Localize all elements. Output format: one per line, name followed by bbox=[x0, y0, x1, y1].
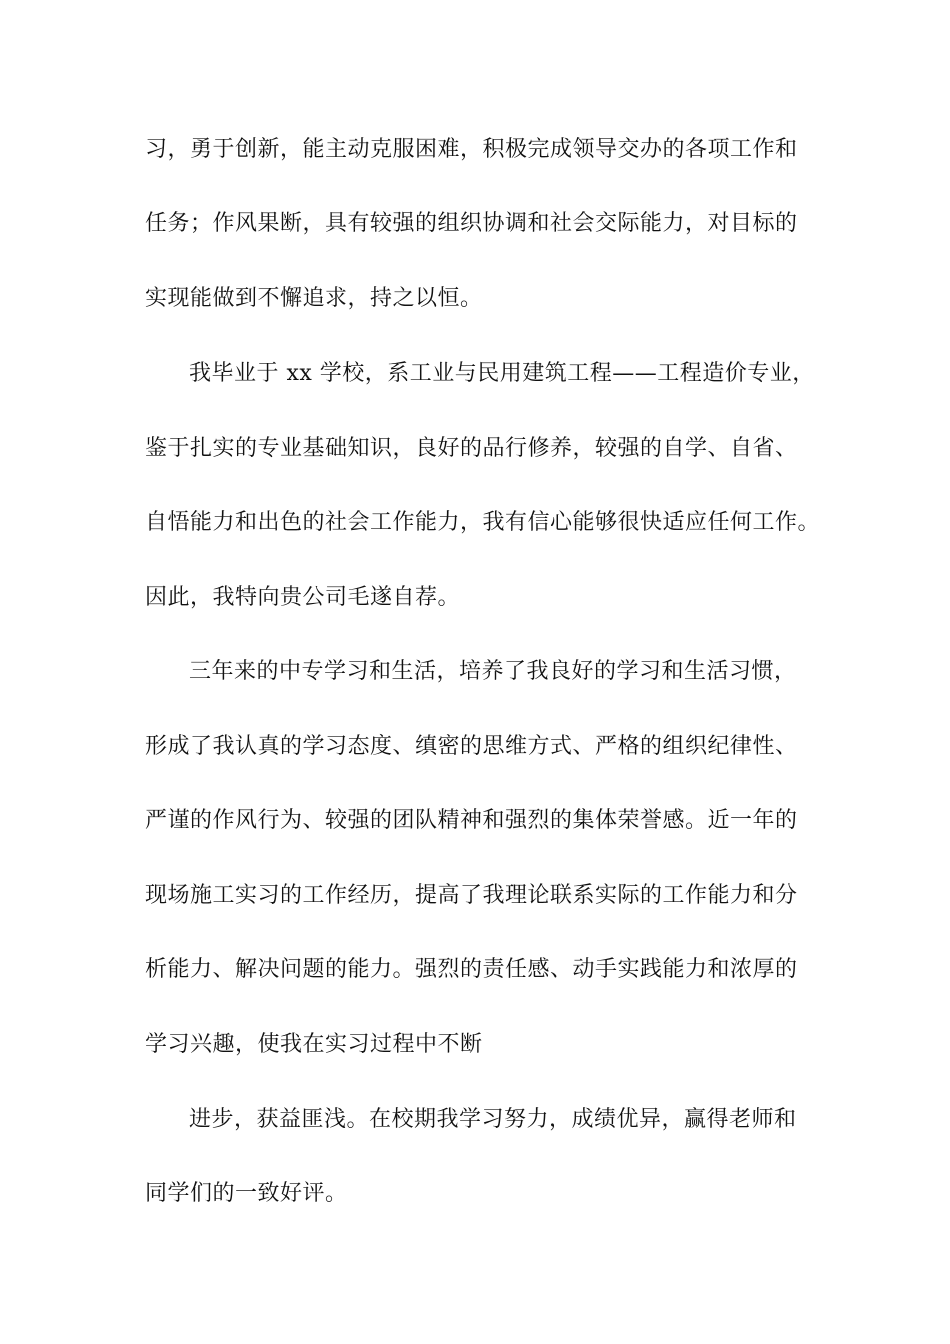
paragraph-line: 自悟能力和出色的社会工作能力，我有信心能够很快适应任何工作。 bbox=[145, 510, 821, 535]
paragraph-line: 形成了我认真的学习态度、缜密的思维方式、严格的组织纪律性、 bbox=[145, 734, 798, 759]
paragraph-line: 学习兴趣，使我在实习过程中不断 bbox=[145, 1032, 483, 1057]
paragraph-line: 严谨的作风行为、较强的团队精神和强烈的集体荣誉感。近一年的 bbox=[145, 808, 798, 833]
paragraph-line: 我毕业于 xx 学校，系工业与民用建筑工程——工程造价专业， bbox=[189, 361, 815, 386]
paragraph-line: 鉴于扎实的专业基础知识，良好的品行修养，较强的自学、自省、 bbox=[145, 436, 798, 461]
paragraph-line: 析能力、解决问题的能力。强烈的责任感、动手实践能力和浓厚的 bbox=[145, 957, 798, 982]
paragraph-line: 因此，我特向贵公司毛遂自荐。 bbox=[145, 585, 461, 610]
paragraph-line: 实现能做到不懈追求，持之以恒。 bbox=[145, 286, 483, 311]
paragraph-line: 习，勇于创新，能主动克服困难，积极完成领导交办的各项工作和 bbox=[145, 137, 798, 162]
paragraph-line: 进步，获益匪浅。在校期我学习努力，成绩优异，赢得老师和 bbox=[189, 1107, 797, 1132]
paragraph-line: 三年来的中专学习和生活，培养了我良好的学习和生活习惯， bbox=[189, 659, 797, 684]
paragraph-line: 任务；作风果断，具有较强的组织协调和社会交际能力，对目标的 bbox=[145, 211, 798, 236]
paragraph-line: 同学们的一致好评。 bbox=[145, 1181, 348, 1206]
paragraph-line: 现场施工实习的工作经历，提高了我理论联系实际的工作能力和分 bbox=[145, 883, 798, 908]
